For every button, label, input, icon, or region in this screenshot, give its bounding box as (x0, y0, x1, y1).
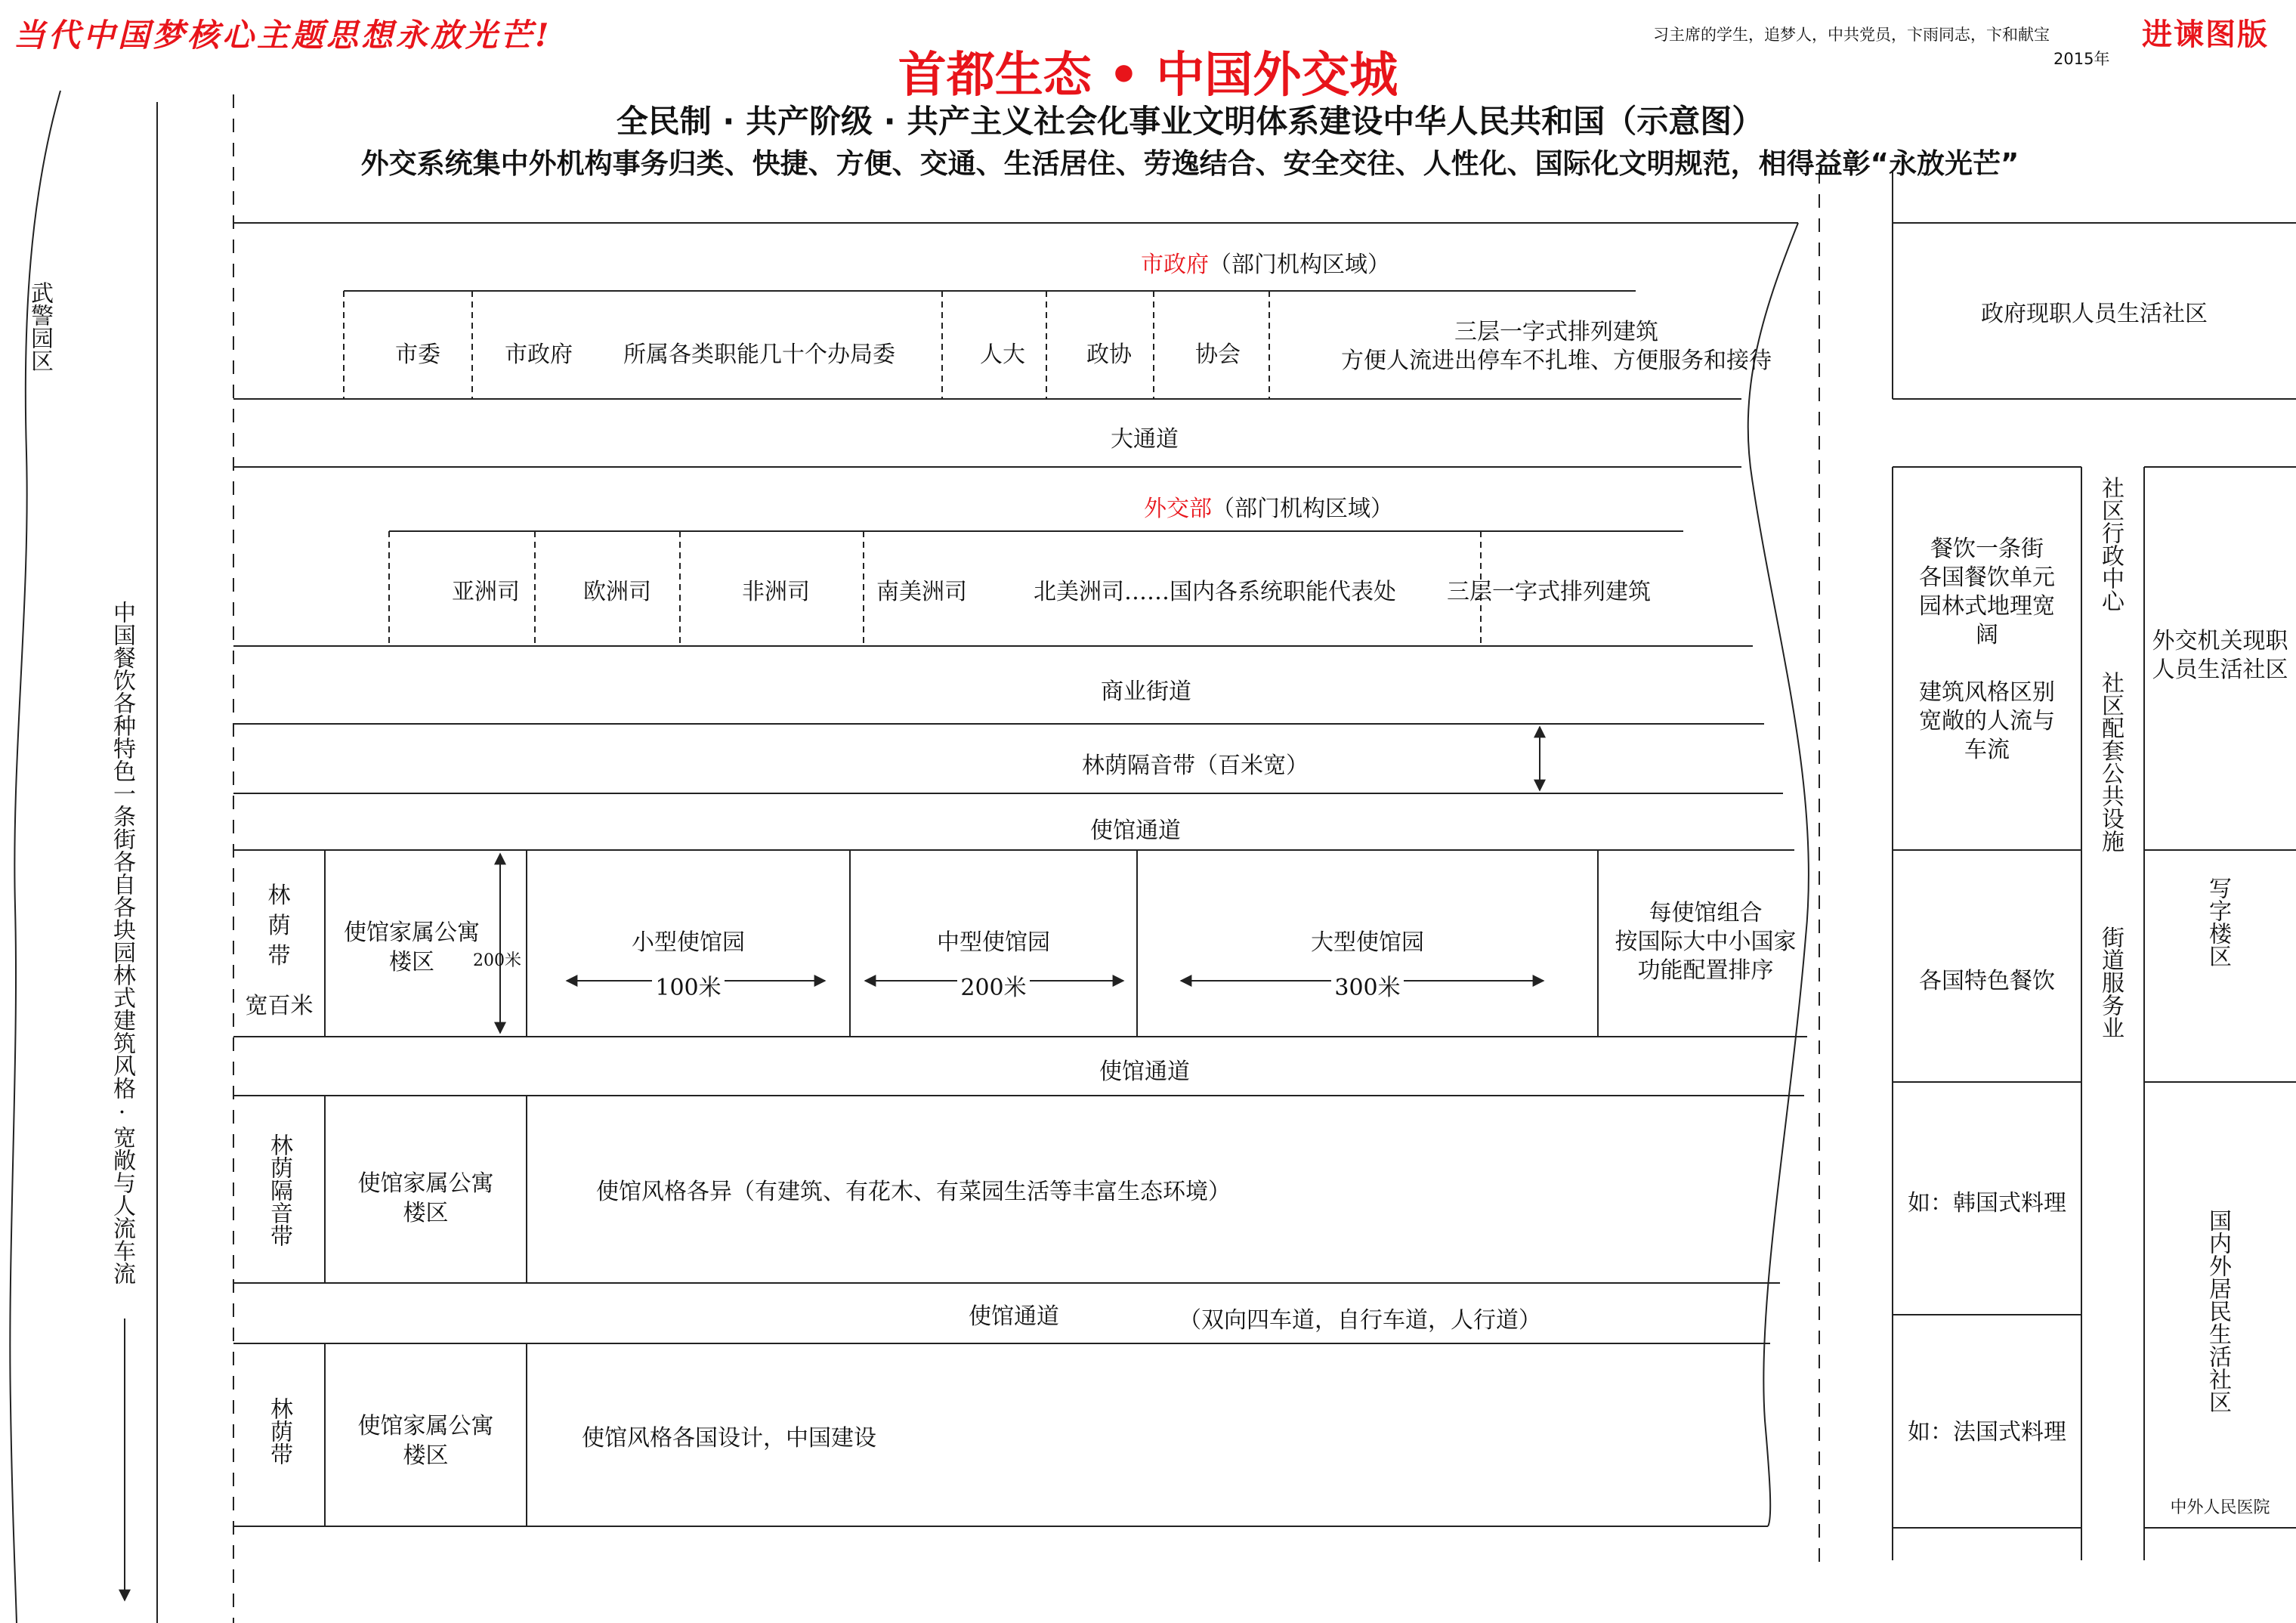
city-gov-title-rest: （部门机构区域） (1209, 252, 1390, 278)
dept-africa: 非洲司 (742, 579, 810, 605)
large-embassy-width (1137, 969, 1598, 1002)
row3-apartment-line-2: 楼区 (403, 1442, 449, 1469)
row1-green-width: 宽百米 (245, 993, 314, 1019)
small-embassy-width-label: 100米 (652, 975, 724, 1001)
mofa-staff-line-1: 外交机关现职 (2152, 628, 2288, 654)
embassy-road-3: 使馆通道 (969, 1303, 1059, 1330)
armed-police-zone: 武警园区 (26, 281, 53, 372)
food-street-line-3: 园林式地理宽 (1919, 593, 2055, 620)
main-road: 大通道 (1111, 426, 1179, 453)
row3-apartment-line-1: 使馆家属公寓 (357, 1413, 494, 1439)
year: 2015年 (2053, 50, 2110, 68)
dept-europe: 欧洲司 (583, 579, 651, 605)
embassy-note-1: 每使馆组合 (1649, 900, 1763, 926)
small-embassy-width (527, 969, 850, 1002)
medium-embassy-width-label: 200米 (957, 975, 1029, 1001)
row2-apartment-line-1: 使馆家属公寓 (357, 1170, 494, 1197)
china-food-street: 中国餐饮各种特色一条街各自各块园林式建筑风格·宽敞与人流车流 (109, 601, 135, 1284)
dept-north-america: 北美洲司……国内各系统职能代表处 (1034, 579, 1396, 605)
city-gov-title (1141, 246, 1390, 279)
city-gov-note-1: 三层一字式排列建筑 (1454, 319, 1658, 345)
community-facilities: 社区配套公共设施 (2097, 671, 2124, 852)
embassy-note-2: 按国际大中小国家 (1615, 929, 1797, 955)
stamp: 进谏图版 (2142, 17, 2269, 52)
unit-npc: 人大 (980, 342, 1025, 368)
city-gov-title-red: 市政府 (1141, 252, 1209, 278)
row1-green-line-1: 林 (267, 883, 291, 909)
large-embassy-width-label: 300米 (1331, 975, 1403, 1001)
french-cuisine: 如：法国式料理 (1908, 1419, 2066, 1445)
embassy-road-3-note: （双向四车道，自行车道，人行道） (1179, 1307, 1541, 1334)
medium-embassy: 中型使馆园 (937, 929, 1050, 956)
hospital: 中外人民医院 (2170, 1498, 2270, 1517)
community-admin-center: 社区行政中心 (2097, 476, 2124, 612)
row2-green-belt: 林荫隔音带 (266, 1133, 292, 1247)
food-street-line-5: 建筑风格区别 (1919, 679, 2055, 706)
commercial-street: 商业街道 (1101, 679, 1191, 705)
embassy-note-3: 功能配置排序 (1637, 957, 1774, 984)
unit-cppcc: 政协 (1086, 342, 1132, 368)
row1-green-line-2: 荫 (267, 913, 291, 939)
main-wavy-edge (1748, 223, 1809, 1526)
green-belt: 林荫隔音带（百米宽） (1082, 753, 1309, 779)
residents-community: 国内外居民生活社区 (2205, 1209, 2231, 1413)
slogan: 当代中国梦核心主题思想永放光芒! (14, 17, 552, 54)
medium-embassy-width (850, 969, 1137, 1002)
korean-cuisine: 如：韩国式料理 (1908, 1190, 2066, 1216)
row3-green-belt: 林荫带 (266, 1397, 292, 1465)
unit-association: 协会 (1195, 342, 1241, 368)
mofa-title-rest: （部门机构区域） (1212, 496, 1393, 522)
row1-green-line-3: 带 (267, 943, 291, 969)
row3-description: 使馆风格各国设计，中国建设 (582, 1425, 876, 1451)
subtitle-2: 外交系统集中外机构事务归类、快捷、方便、交通、生活居住、劳逸结合、安全交往、人性化、国际化文明规范，相得益彰“永放光芒” (360, 147, 2019, 180)
mofa-title-red: 外交部 (1144, 496, 1212, 522)
row1-green-belt (233, 881, 325, 972)
food-street-line-2: 各国餐饮单元 (1919, 564, 2055, 591)
mofa-staff-line-2: 人员生活社区 (2152, 657, 2288, 683)
row1-height-label: 200米 (473, 951, 521, 970)
gov-staff-community: 政府现职人员生活社区 (1981, 301, 2208, 327)
unit-bureaus: 所属各类职能几十个办局委 (623, 342, 895, 368)
small-embassy: 小型使馆园 (632, 929, 745, 956)
food-street-line-1: 餐饮一条街 (1930, 536, 2044, 562)
row2-description: 使馆风格各异（有建筑、有花木、有菜园生活等丰富生态环境） (596, 1179, 1231, 1205)
row2-apartment-line-2: 楼区 (403, 1200, 449, 1226)
food-street-line-7: 车流 (1964, 737, 2010, 763)
office-zone: 写字楼区 (2205, 876, 2231, 967)
large-embassy: 大型使馆园 (1311, 929, 1424, 956)
mofa-title (1144, 490, 1393, 523)
unit-party-committee: 市委 (395, 342, 440, 368)
mofa-building-note: 三层一字式排列建筑 (1447, 579, 1651, 605)
food-street-line-6: 宽敞的人流与 (1919, 708, 2055, 734)
food-street-line-4: 阔 (1976, 622, 1998, 648)
author-line: 习主席的学生，追梦人，中共党员，卞雨同志，卞和献宝 (1653, 26, 2050, 44)
row1-apartment-line-1: 使馆家属公寓 (344, 920, 480, 946)
embassy-road-1: 使馆通道 (1090, 818, 1181, 844)
page-title: 首都生态 • 中国外交城 (898, 47, 1398, 104)
special-food: 各国特色餐饮 (1919, 968, 2055, 994)
embassy-road-2: 使馆通道 (1099, 1059, 1190, 1085)
street-services: 街道服务业 (2097, 926, 2124, 1039)
city-gov-note-2: 方便人流进出停车不扎堆、方便服务和接待 (1341, 348, 1772, 374)
food-street-block (1893, 535, 2081, 765)
dept-asia: 亚洲司 (452, 579, 520, 605)
unit-city-gov: 市政府 (505, 342, 573, 368)
row1-apartment-line-2: 楼区 (389, 949, 434, 975)
dept-south-america: 南美洲司 (876, 579, 967, 605)
subtitle: 全民制 · 共产阶级 · 共产主义社会化事业文明体系建设中华人民共和国（示意图） (616, 103, 1764, 140)
